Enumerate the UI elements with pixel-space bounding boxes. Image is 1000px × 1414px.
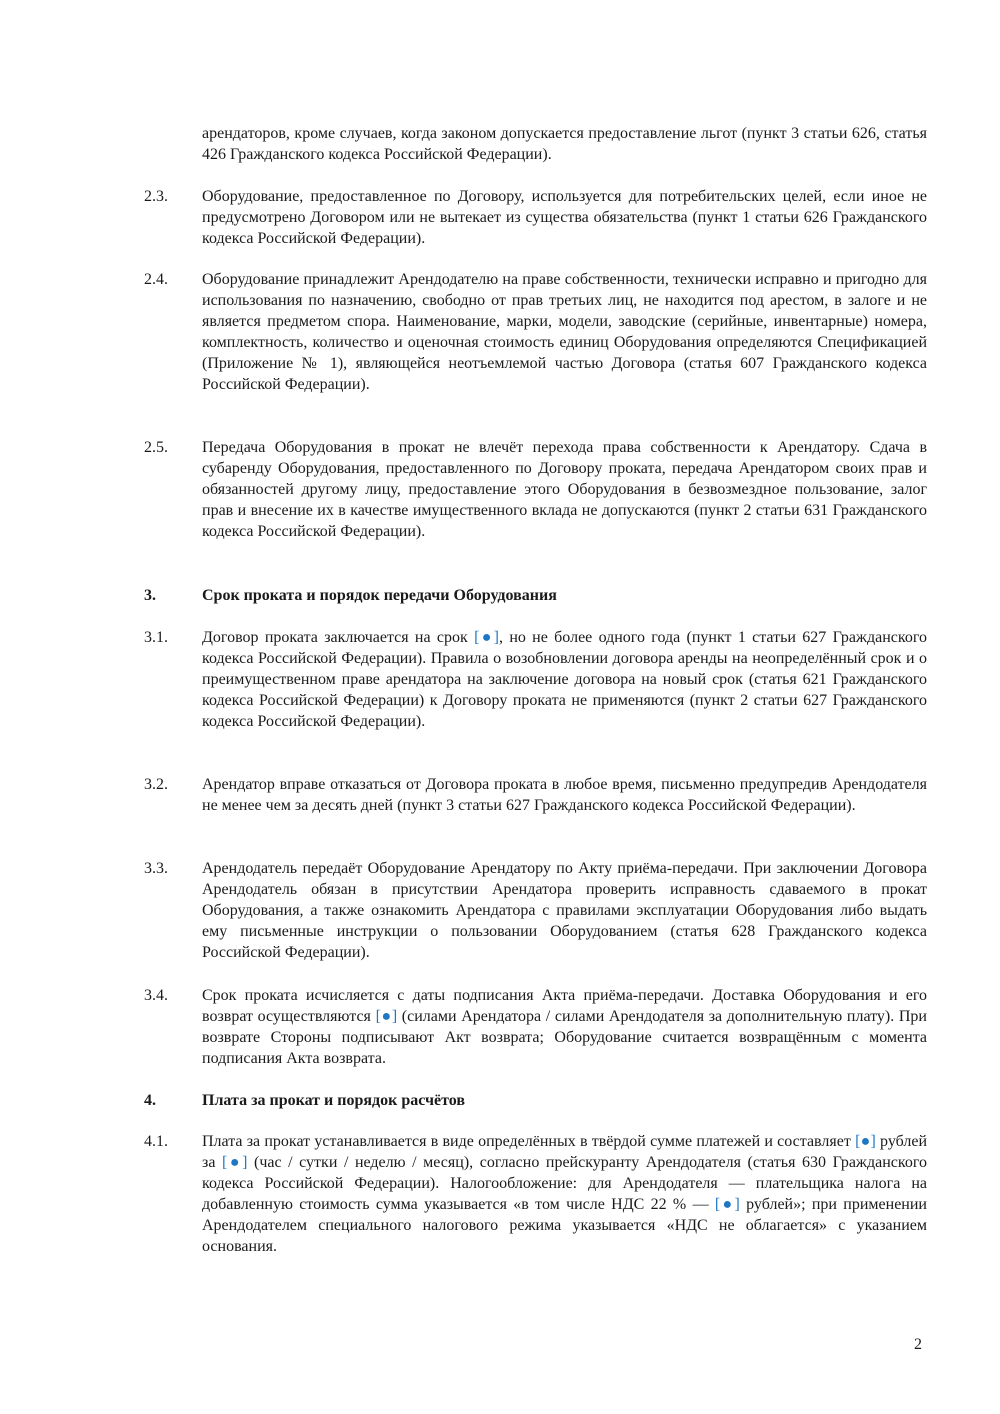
section-3-heading [0,585,1000,606]
page-number: 2 [914,1336,922,1353]
placeholder-marker: [●] [474,629,500,646]
section-4-heading [0,1090,1000,1111]
clause-3-3 [0,858,1000,963]
clause-text [202,627,927,732]
clause-text-part: (час / сутки / неделю / месяц), согласно прейскуранту Арендодателя (статья 630 Гражданского кодекса Российской Федерации). Налогообложение: для Арендодателя — плательщика налога на добавленную стоимость сумма указывается «в том числе НДС 22 % — [202,1154,928,1213]
clause-number: 2.3. [144,188,168,205]
clause-number: 3.2. [144,776,168,793]
clause-number: 3.1. [144,629,168,646]
clause-text: Оборудование, предоставленное по Договору, используется для потребительских целей, если иное не предусмотрено Договором или не вытекает из существа обязательства (пункт 1 статьи 626 Гражданского кодекса Российской Федерации). [202,188,927,247]
clause-text-part: (силами Арендатора / силами Арендодателя за дополнительную плату). При возврате Стороны подписывают Акт возврата; Оборудование считается возвращённым с момента подписания Акта возврата. [202,1008,927,1067]
section-number: 4. [144,1092,156,1109]
clause-4-1 [0,1131,1000,1257]
section-title: Плата за прокат и порядок расчётов [202,1092,466,1109]
clause-text: Арендатор вправе отказаться от Договора проката в любое время, письменно предупредив Арендодателя не менее чем за десять дней (пункт 3 статьи 627 Гражданского кодекса Российской Федерации). [202,776,927,814]
clause-number: 4.1. [144,1133,168,1150]
clause-text-part: Плата за прокат устанавливается в виде определённых в твёрдой сумме платежей и составляет [202,1133,856,1150]
clause-text-part: Срок проката исчисляется с даты подписания Акта приёма-передачи. Доставка Оборудования и его возврат осуществляются [202,987,927,1025]
clause-2-5 [0,437,1000,542]
clause-2-2-continuation [0,123,1000,165]
clause-text [202,1131,927,1257]
clause-text: Арендодатель передаёт Оборудование Арендатору по Акту приёма-передачи. При заключении Договора Арендодатель обязан в присутствии Арендатора проверить исправность сдаваемого в прокат Оборудования, а также ознакомить Арендатора с правилами эксплуатации Оборудования либо выдать ему письменные инструкции о пользовании Оборудованием (статья 628 Гражданского кодекса Российской Федерации). [202,860,927,961]
clause-number: 3.4. [144,987,168,1004]
placeholder-marker: [●] [222,1154,248,1171]
clause-3-1 [0,627,1000,732]
clause-text-part: рублей»; при применении Арендодателем специального налогового режима указывается «НДС не облагается» с указанием основания. [202,1196,927,1255]
clause-text [202,985,927,1069]
section-title: Срок проката и порядок передачи Оборудования [202,587,557,604]
placeholder-marker: [●] [714,1196,740,1213]
clause-number: 2.5. [144,439,168,456]
section-number: 3. [144,587,156,604]
clause-number: 2.4. [144,271,168,288]
clause-text: Оборудование принадлежит Арендодателю на праве собственности, технически исправно и пригодно для использования по назначению, свободно от прав третьих лиц, не находится под арестом, в залоге и не является предметом спора. Наименование, марки, модели, заводские (серийные, инвентарные) номера, комплектность, количество и оценочная стоимость единиц Оборудования определяются Спецификацией (Приложение № 1), являющейся неотъемлемой частью Договора (статья 607 Гражданского кодекса Российской Федерации). [202,271,927,393]
clause-text: Передача Оборудования в прокат не влечёт перехода права собственности к Арендатору. Сдача в субаренду Оборудования, предоставленного по Договору проката, передача Арендатором своих прав и обязанностей другому лицу, предоставление этого Оборудования в безвозмездное пользование, залог прав и внесение их в качестве имущественного вклада не допускаются (пункт 2 статьи 631 Гражданского кодекса Российской Федерации). [202,439,927,540]
clause-text-part: рублей за [202,1133,928,1171]
clause-number: 3.3. [144,860,168,877]
clause-text-part: , но не более одного года (пункт 1 статьи 627 Гражданского кодекса Российской Федерации). Правила о возобновлении договора аренды на неопределённый срок и о преимущественном праве арендатора на заключение договора на новый срок (статья 621 Гражданского кодекса Российской Федерации) к Договору проката не применяются (пункт 2 статьи 627 Гражданского кодекса Российской Федерации). [202,629,928,730]
placeholder-marker: [●] [375,1008,398,1025]
clause-3-2 [0,774,1000,816]
clause-2-4 [0,269,1000,395]
clause-3-4 [0,985,1000,1069]
placeholder-marker: [●] [855,1133,876,1150]
clause-text: арендаторов, кроме случаев, когда законом допускается предоставление льгот (пункт 3 статьи 626, статья 426 Гражданского кодекса Российской Федерации). [202,125,927,163]
clause-2-3 [0,186,1000,249]
clause-text-part: Договор проката заключается на срок [202,629,475,646]
